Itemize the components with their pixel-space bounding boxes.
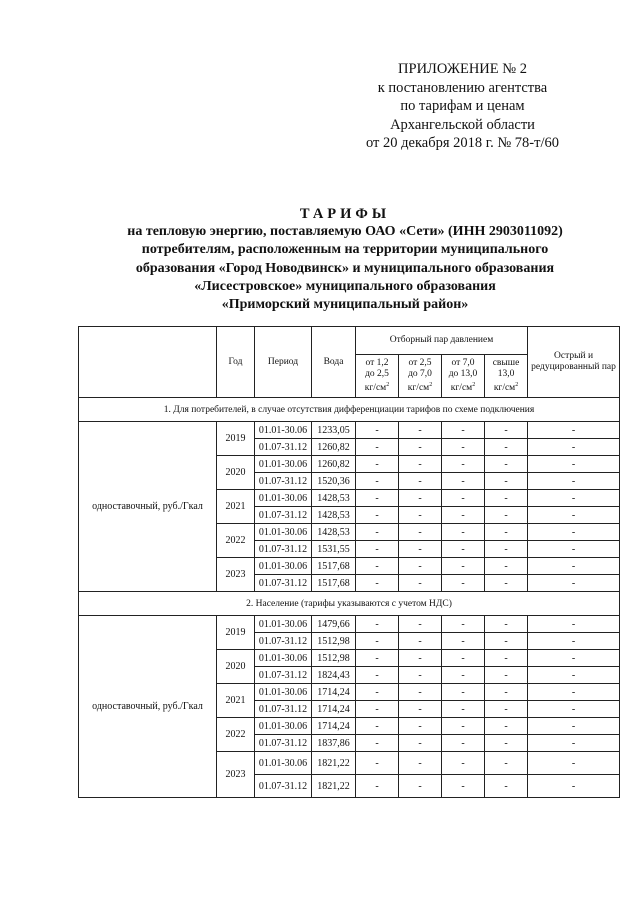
- empty-tariff-cell: -: [528, 473, 620, 490]
- water-tariff-cell: 1531,55: [312, 541, 356, 558]
- period-cell: 01.07-31.12: [255, 633, 312, 650]
- water-tariff-cell: 1714,24: [312, 684, 356, 701]
- empty-tariff-cell: -: [399, 616, 442, 633]
- empty-tariff-cell: -: [356, 439, 399, 456]
- empty-tariff-cell: -: [356, 541, 399, 558]
- year-cell: 2019: [217, 422, 255, 456]
- title-line: потребителям, расположенным на территории муниципального: [141, 242, 549, 258]
- water-tariff-cell: 1517,68: [312, 575, 356, 592]
- water-tariff-cell: 1233,05: [312, 422, 356, 439]
- period-cell: 01.07-31.12: [255, 575, 312, 592]
- header-steam-1: от 1,2 до 2,5 $кг/см^2$: [356, 355, 399, 398]
- period-cell: 01.01-30.06: [255, 422, 312, 439]
- title-line: «Приморский муниципальный район»: [221, 297, 469, 313]
- empty-tariff-cell: -: [399, 650, 442, 667]
- empty-tariff-cell: -: [442, 439, 485, 456]
- empty-tariff-cell: -: [528, 650, 620, 667]
- empty-tariff-cell: -: [528, 490, 620, 507]
- empty-tariff-cell: -: [528, 735, 620, 752]
- title-line: образования «Город Новодвинск» и муниципального образования: [135, 260, 555, 276]
- empty-tariff-cell: -: [399, 490, 442, 507]
- empty-tariff-cell: -: [485, 558, 528, 575]
- empty-tariff-cell: -: [485, 473, 528, 490]
- section-title: 1. Для потребителей, в случае отсутствия дифференциации тарифов по схеме подключения: [79, 398, 620, 422]
- empty-tariff-cell: -: [528, 752, 620, 775]
- empty-tariff-cell: -: [399, 735, 442, 752]
- empty-tariff-cell: -: [485, 667, 528, 684]
- water-tariff-cell: 1260,82: [312, 456, 356, 473]
- water-tariff-cell: 1260,82: [312, 439, 356, 456]
- empty-tariff-cell: -: [399, 473, 442, 490]
- empty-tariff-cell: -: [356, 718, 399, 735]
- empty-tariff-cell: -: [356, 507, 399, 524]
- period-cell: 01.01-30.06: [255, 650, 312, 667]
- tariff-table: [78, 326, 620, 798]
- empty-tariff-cell: -: [485, 752, 528, 775]
- empty-tariff-cell: -: [442, 718, 485, 735]
- empty-tariff-cell: -: [399, 439, 442, 456]
- water-tariff-cell: 1517,68: [312, 558, 356, 575]
- empty-tariff-cell: -: [399, 507, 442, 524]
- empty-tariff-cell: -: [485, 422, 528, 439]
- document-title: ТАРИФЫ: [299, 206, 391, 222]
- header-steam-2: от 2,5 до 7,0 $кг/см^2$: [399, 355, 442, 398]
- section-row: [79, 398, 620, 422]
- empty-tariff-cell: -: [528, 667, 620, 684]
- empty-tariff-cell: -: [442, 684, 485, 701]
- empty-tariff-cell: -: [356, 667, 399, 684]
- empty-tariff-cell: -: [528, 439, 620, 456]
- empty-tariff-cell: -: [356, 650, 399, 667]
- water-tariff-cell: 1714,24: [312, 718, 356, 735]
- appendix-line: к постановлению агентства: [377, 79, 548, 96]
- empty-tariff-cell: -: [485, 439, 528, 456]
- empty-tariff-cell: -: [528, 633, 620, 650]
- empty-tariff-cell: -: [356, 490, 399, 507]
- water-tariff-cell: 1824,43: [312, 667, 356, 684]
- empty-tariff-cell: -: [442, 775, 485, 798]
- empty-tariff-cell: -: [399, 422, 442, 439]
- water-tariff-cell: 1479,66: [312, 616, 356, 633]
- period-cell: 01.01-30.06: [255, 490, 312, 507]
- water-tariff-cell: 1520,36: [312, 473, 356, 490]
- tariff-type: одноставочный, руб./Гкал: [79, 422, 217, 592]
- year-cell: 2020: [217, 456, 255, 490]
- empty-tariff-cell: -: [442, 473, 485, 490]
- empty-tariff-cell: -: [356, 558, 399, 575]
- document-title-block: [95, 205, 595, 314]
- header-steam-group: Отборный пар давлением: [356, 327, 528, 355]
- header-sharp-steam: Острый и редуцированный пар: [528, 327, 620, 398]
- period-cell: 01.01-30.06: [255, 718, 312, 735]
- empty-tariff-cell: -: [356, 524, 399, 541]
- empty-tariff-cell: -: [442, 650, 485, 667]
- empty-tariff-cell: -: [399, 718, 442, 735]
- appendix-date: от 20 декабря 2018 г. № 78-т/60: [366, 135, 559, 151]
- appendix-header: [320, 60, 605, 153]
- period-cell: 01.01-30.06: [255, 558, 312, 575]
- water-tariff-cell: 1821,22: [312, 752, 356, 775]
- empty-tariff-cell: -: [356, 456, 399, 473]
- empty-tariff-cell: -: [485, 633, 528, 650]
- empty-tariff-cell: -: [528, 684, 620, 701]
- empty-tariff-cell: -: [528, 575, 620, 592]
- empty-tariff-cell: -: [485, 718, 528, 735]
- empty-tariff-cell: -: [485, 490, 528, 507]
- period-cell: 01.01-30.06: [255, 616, 312, 633]
- header-steam-4: свыше 13,0 $кг/см^2$: [485, 355, 528, 398]
- empty-tariff-cell: -: [442, 735, 485, 752]
- empty-tariff-cell: -: [442, 667, 485, 684]
- empty-tariff-cell: -: [356, 473, 399, 490]
- empty-tariff-cell: -: [356, 752, 399, 775]
- empty-tariff-cell: -: [356, 633, 399, 650]
- empty-tariff-cell: -: [399, 524, 442, 541]
- empty-tariff-cell: -: [399, 701, 442, 718]
- empty-tariff-cell: -: [442, 541, 485, 558]
- water-tariff-cell: 1428,53: [312, 524, 356, 541]
- year-cell: 2019: [217, 616, 255, 650]
- empty-tariff-cell: -: [442, 633, 485, 650]
- empty-tariff-cell: -: [528, 701, 620, 718]
- empty-tariff-cell: -: [399, 456, 442, 473]
- water-tariff-cell: 1428,53: [312, 490, 356, 507]
- year-cell: 2020: [217, 650, 255, 684]
- empty-tariff-cell: -: [485, 775, 528, 798]
- section-row: [79, 592, 620, 616]
- tariff-table-body: [79, 398, 620, 798]
- water-tariff-cell: 1821,22: [312, 775, 356, 798]
- empty-tariff-cell: -: [356, 701, 399, 718]
- period-cell: 01.07-31.12: [255, 541, 312, 558]
- period-cell: 01.01-30.06: [255, 752, 312, 775]
- year-cell: 2021: [217, 490, 255, 524]
- water-tariff-cell: 1428,53: [312, 507, 356, 524]
- period-cell: 01.07-31.12: [255, 667, 312, 684]
- empty-tariff-cell: -: [399, 558, 442, 575]
- empty-tariff-cell: -: [399, 633, 442, 650]
- empty-tariff-cell: -: [442, 575, 485, 592]
- empty-tariff-cell: -: [485, 541, 528, 558]
- year-cell: 2022: [217, 524, 255, 558]
- empty-tariff-cell: -: [528, 616, 620, 633]
- empty-tariff-cell: -: [528, 507, 620, 524]
- year-cell: 2022: [217, 718, 255, 752]
- year-cell: 2023: [217, 752, 255, 798]
- period-cell: 01.07-31.12: [255, 701, 312, 718]
- empty-tariff-cell: -: [485, 684, 528, 701]
- appendix-line: Архангельской области: [390, 116, 535, 133]
- empty-tariff-cell: -: [442, 752, 485, 775]
- period-cell: 01.07-31.12: [255, 473, 312, 490]
- empty-tariff-cell: -: [485, 524, 528, 541]
- empty-tariff-cell: -: [485, 650, 528, 667]
- empty-tariff-cell: -: [528, 524, 620, 541]
- empty-tariff-cell: -: [528, 541, 620, 558]
- empty-tariff-cell: -: [356, 684, 399, 701]
- empty-tariff-cell: -: [356, 616, 399, 633]
- empty-tariff-cell: -: [485, 575, 528, 592]
- empty-tariff-cell: -: [442, 456, 485, 473]
- empty-tariff-cell: -: [442, 616, 485, 633]
- water-tariff-cell: 1512,98: [312, 650, 356, 667]
- header-blank: [79, 327, 217, 398]
- empty-tariff-cell: -: [442, 490, 485, 507]
- empty-tariff-cell: -: [485, 507, 528, 524]
- appendix-line: по тарифам и ценам: [400, 98, 525, 114]
- period-cell: 01.07-31.12: [255, 735, 312, 752]
- period-cell: 01.01-30.06: [255, 684, 312, 701]
- empty-tariff-cell: -: [356, 575, 399, 592]
- empty-tariff-cell: -: [356, 735, 399, 752]
- empty-tariff-cell: -: [485, 616, 528, 633]
- empty-tariff-cell: -: [399, 752, 442, 775]
- empty-tariff-cell: -: [442, 422, 485, 439]
- empty-tariff-cell: -: [485, 735, 528, 752]
- empty-tariff-cell: -: [442, 524, 485, 541]
- water-tariff-cell: 1512,98: [312, 633, 356, 650]
- tariff-type: одноставочный, руб./Гкал: [79, 616, 217, 798]
- period-cell: 01.07-31.12: [255, 439, 312, 456]
- appendix-title: ПРИЛОЖЕНИЕ № 2: [398, 61, 527, 77]
- header-period: Период: [255, 327, 312, 398]
- header-year: Год: [217, 327, 255, 398]
- section-title: 2. Население (тарифы указываются с учетом НДС): [79, 592, 620, 616]
- year-cell: 2023: [217, 558, 255, 592]
- empty-tariff-cell: -: [528, 558, 620, 575]
- empty-tariff-cell: -: [485, 456, 528, 473]
- header-water: Вода: [312, 327, 356, 398]
- empty-tariff-cell: -: [399, 575, 442, 592]
- empty-tariff-cell: -: [442, 507, 485, 524]
- empty-tariff-cell: -: [442, 558, 485, 575]
- period-cell: 01.01-30.06: [255, 456, 312, 473]
- empty-tariff-cell: -: [528, 718, 620, 735]
- header-steam-3: от 7,0 до 13,0 $кг/см^2$: [442, 355, 485, 398]
- empty-tariff-cell: -: [356, 775, 399, 798]
- period-cell: 01.07-31.12: [255, 507, 312, 524]
- title-line: «Лисестровское» муниципального образования: [194, 278, 496, 294]
- empty-tariff-cell: -: [528, 456, 620, 473]
- empty-tariff-cell: -: [442, 701, 485, 718]
- year-cell: 2021: [217, 684, 255, 718]
- empty-tariff-cell: -: [399, 541, 442, 558]
- empty-tariff-cell: -: [399, 684, 442, 701]
- empty-tariff-cell: -: [399, 775, 442, 798]
- empty-tariff-cell: -: [528, 775, 620, 798]
- empty-tariff-cell: -: [399, 667, 442, 684]
- title-line: на тепловую энергию, поставляемую ОАО «Сети» (ИНН 2903011092): [127, 224, 563, 240]
- empty-tariff-cell: -: [528, 422, 620, 439]
- water-tariff-cell: 1837,86: [312, 735, 356, 752]
- water-tariff-cell: 1714,24: [312, 701, 356, 718]
- empty-tariff-cell: -: [356, 422, 399, 439]
- empty-tariff-cell: -: [485, 701, 528, 718]
- period-cell: 01.01-30.06: [255, 524, 312, 541]
- table-row: [79, 422, 620, 439]
- period-cell: 01.07-31.12: [255, 775, 312, 798]
- table-row: [79, 616, 620, 633]
